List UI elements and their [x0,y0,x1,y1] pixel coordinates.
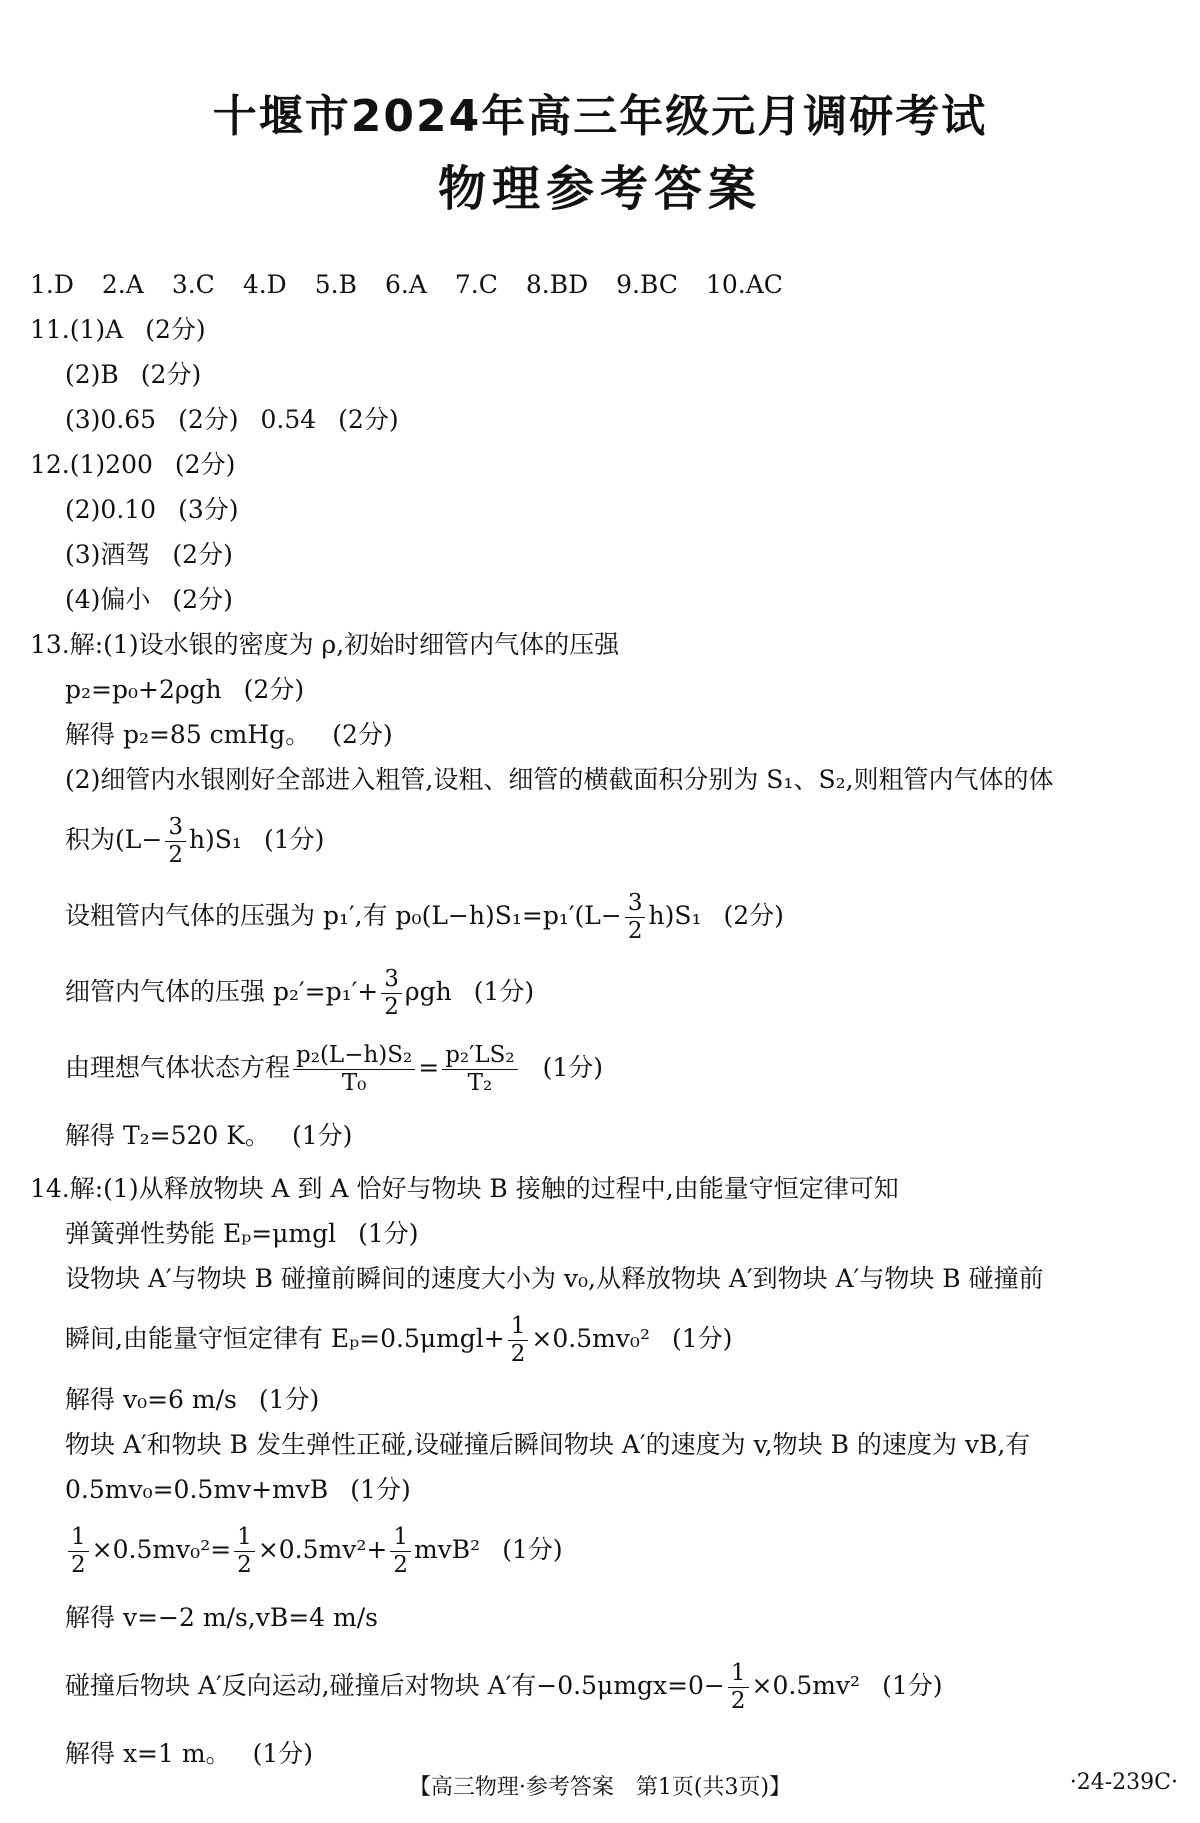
q13-result1 [30,712,1180,757]
q14-head: 14.解:(1)从释放物块 A 到 A 恰好与物块 B 接触的过程中,由能量守恒定律可知 [30,1174,899,1203]
q11-answer-2: (2)B [65,360,119,389]
score: (2分) [178,405,239,434]
choice-answer: 6.A [384,270,427,299]
q14-momentum-line [30,1467,1180,1512]
answer-key-title: 物理参考答案 [437,161,762,217]
q12-part2 [30,487,1180,532]
formula-prefix: 碰撞后物块 A′反向运动,碰撞后对物块 A′有−0.5μmgx=0− [65,1671,725,1700]
fraction-half [68,1525,89,1579]
q13-result2 [30,1106,1180,1166]
choice-answer: 10.AC [705,270,783,299]
formula-part: mvB² [413,1535,481,1564]
score: (1分) [350,1475,411,1504]
choice-answer: 8.BD [525,270,589,299]
formula-suffix: h)S₁ [648,901,702,930]
fraction-half [390,1525,411,1579]
result: 解得 v₀=6 m/s [65,1385,237,1414]
q13-gas-equation-line [30,1030,1180,1106]
score: (2分) [723,901,784,930]
q12-part3 [30,532,1180,577]
result: 解得 T₂=520 K。 [65,1121,270,1150]
denominator: 2 [730,1688,746,1714]
formula: p₂=p₀+2ρgh [65,675,222,704]
result: 解得 p₂=85 cmHg。 [65,720,311,749]
score: (2分) [172,540,233,569]
formula-suffix: ×0.5mv₀² [531,1324,650,1353]
q13-part2-intro: (2)细管内水银刚好全部进入粗管,设粗、细管的横截面积分别为 S₁、S₂,则粗管内气体的体 [65,765,1054,794]
formula: 0.5mv₀=0.5mv+mvB [65,1475,329,1504]
result: 解得 x=1 m。 [65,1739,231,1768]
fraction-gas-left [293,1043,415,1097]
choice-answer: 1.D [30,270,74,299]
q12-answer-2: (2)0.10 [65,495,157,524]
formula-prefix: 设粗管内气体的压强为 p₁′,有 p₀(L−h)S₁=p₁′(L− [65,901,622,930]
score: (1分) [542,1053,604,1082]
q13-volume-line [30,802,1180,878]
numerator: 1 [234,1525,255,1552]
fraction-three-halves [625,891,646,945]
formula-suffix: h)S₁ [188,825,242,854]
q11-part3 [30,397,1180,442]
q12-part4 [30,577,1180,622]
q14-v0-result [30,1377,1180,1422]
formula-prefix: 细管内气体的压强 p₂′=p₁′+ [65,977,379,1006]
q11-part2 [30,352,1180,397]
equals-sign: = [418,1053,440,1082]
score: (1分) [502,1535,563,1564]
formula-suffix: ρgh [404,977,452,1006]
score: (2分) [332,720,393,749]
page-footer: 【高三物理·参考答案 第1页(共3页)】 [408,1775,792,1800]
choice-answer: 9.BC [616,270,678,299]
score: (1分) [882,1671,943,1700]
score: (2分) [174,450,236,479]
fraction-three-halves [165,815,186,869]
denominator: 2 [71,1552,86,1578]
score: (1分) [291,1121,353,1150]
q14-collision-statement: 物块 A′和物块 B 发生弹性正碰,设碰撞后瞬间物块 A′的速度为 v,物块 B 的速度为 vB,有 [65,1430,1031,1459]
fraction-half [508,1314,529,1368]
formula-suffix: ×0.5mv² [751,1671,861,1700]
score: (1分) [473,977,535,1006]
q12-number: 12. [30,450,70,479]
score: (3分) [178,495,239,524]
denominator: T₂ [467,1070,493,1096]
formula-part: ×0.5mv₀²= [91,1535,232,1564]
formula-prefix: 积为(L− [65,825,163,854]
q14-velocity-result: 解得 v=−2 m/s,vB=4 m/s [65,1603,378,1632]
score: (2分) [172,585,233,614]
q14-elastic-energy [30,1211,1180,1256]
score: (1分) [263,825,325,854]
score: (1分) [671,1324,733,1353]
q12-part1 [30,442,1180,487]
formula: 弹簧弹性势能 Eₚ=μmgl [65,1219,337,1248]
q14-energy-line [30,1301,1180,1377]
score: (1分) [252,1739,313,1768]
choice-answer: 2.A [101,270,144,299]
numerator: 3 [625,891,646,918]
denominator: 2 [384,994,399,1020]
fraction-half [234,1525,255,1579]
choice-answer: 7.C [454,270,498,299]
numerator: 3 [165,815,186,842]
q11-answer-1: (1)A [69,315,124,344]
q12-answer-1: (1)200 [69,450,153,479]
q14-after-collision-line [30,1648,1180,1724]
fraction-three-halves [381,967,402,1021]
score: (1分) [358,1219,419,1248]
denominator: 2 [168,842,183,868]
q13-thin-tube-line [30,954,1180,1030]
q11-part1 [30,307,1180,352]
choice-answer: 5.B [314,270,357,299]
denominator: T₀ [341,1070,367,1096]
numerator: p₂′LS₂ [442,1043,517,1070]
fraction-half [728,1661,749,1715]
q11-answer-3b: 0.54 [260,405,317,434]
q13-pressure-line [30,878,1180,954]
score: (2分) [243,675,305,704]
formula-part: ×0.5mv²+ [257,1535,388,1564]
q14-v0-statement: 设物块 A′与物块 B 碰撞前瞬间的速度大小为 v₀,从释放物块 A′到物块 A′与物块 B 碰撞前 [65,1264,1044,1293]
choice-answer: 3.C [171,270,215,299]
denominator: 2 [393,1552,408,1578]
answer-content [30,262,1180,1784]
score: (2分) [140,360,202,389]
numerator: 1 [68,1525,89,1552]
numerator: 1 [728,1661,749,1688]
q14-kinetic-energy-line [30,1512,1180,1588]
denominator: 2 [627,918,643,944]
numerator: 1 [508,1314,529,1341]
exam-title: 十堰市2024年高三年级元月调研考试 [212,91,988,142]
q13-head: 13.解:(1)设水银的密度为 ρ,初始时细管内气体的压强 [30,630,620,659]
numerator: 1 [390,1525,411,1552]
score: (1分) [258,1385,320,1414]
q13-eq1 [30,667,1180,712]
choice-answers-line [30,262,1180,307]
numerator: 3 [381,967,402,994]
denominator: 2 [237,1552,252,1578]
numerator: p₂(L−h)S₂ [293,1043,415,1070]
q11-answer-3a: (3)0.65 [65,405,157,434]
score: (2分) [338,405,399,434]
q11-number: 11. [30,315,70,344]
score: (2分) [145,315,206,344]
formula-prefix: 瞬间,由能量守恒定律有 Eₚ=0.5μmgl+ [65,1324,505,1353]
formula-prefix: 由理想气体状态方程 [65,1053,291,1082]
paper-code: ·24-239C· [1069,1770,1178,1795]
choice-answer: 4.D [242,270,287,299]
q12-answer-4: (4)偏小 [65,585,151,614]
fraction-gas-right [442,1043,517,1097]
q12-answer-3: (3)酒驾 [65,540,151,569]
denominator: 2 [510,1341,526,1367]
